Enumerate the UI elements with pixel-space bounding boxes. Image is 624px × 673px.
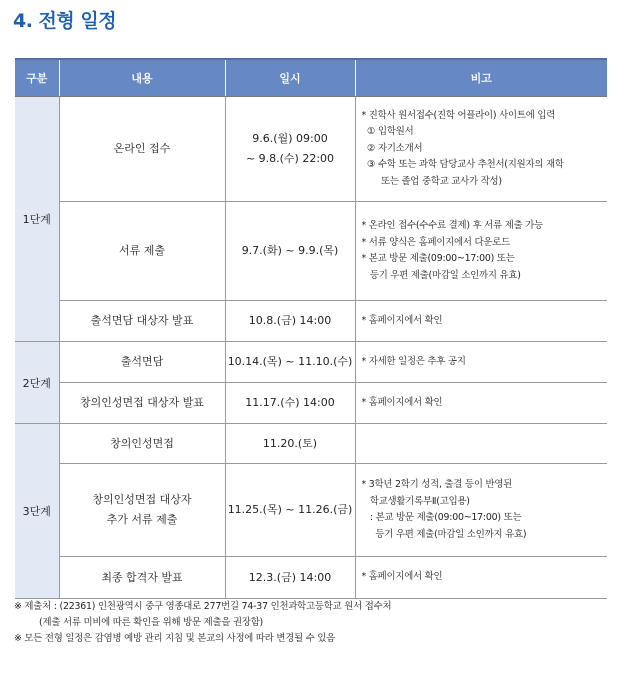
row-content bbox=[59, 301, 225, 342]
table-row bbox=[15, 424, 607, 464]
row-note bbox=[355, 424, 607, 464]
row-date bbox=[225, 424, 355, 464]
footer-note: ※ 제출처 : (22361) 인천광역시 중구 영종대로 277번길 74-37 인천과학고등학교 원서 접수처 bbox=[14, 601, 392, 612]
table-row bbox=[15, 557, 607, 599]
row-note bbox=[355, 97, 607, 202]
table-row bbox=[15, 342, 607, 383]
row-content bbox=[59, 424, 225, 464]
stage-3: 3단계 bbox=[15, 424, 59, 599]
footer-note: (제출 서류 미비에 따른 확인을 위해 방문 제출을 권장함) bbox=[14, 617, 264, 628]
row-note-line: * 홈페이지에서 확인 bbox=[361, 571, 443, 583]
table-row bbox=[15, 202, 607, 301]
row-content bbox=[59, 97, 225, 202]
row-content-line: 출석면담 대상자 발표 bbox=[90, 314, 194, 327]
row-note-line: 학교생활기록부Ⅱ(고입용) bbox=[361, 495, 470, 507]
table-row bbox=[15, 97, 607, 202]
row-date bbox=[225, 464, 355, 557]
row-note-line: * 홈페이지에서 확인 bbox=[361, 314, 443, 326]
row-note-line: * 홈페이지에서 확인 bbox=[361, 396, 443, 408]
row-note-line: 또는 졸업 중학교 교사가 작성) bbox=[361, 175, 502, 187]
row-date-line: 9.7.(화) ~ 9.9.(목) bbox=[241, 244, 339, 257]
row-note-line: 등기 우편 제출(마감일 소인까지 유효) bbox=[361, 528, 527, 540]
row-content-line: 창의인성면접 bbox=[110, 436, 174, 450]
row-note-line: * 온라인 접수(수수료 결제) 후 서류 제출 가능 bbox=[361, 220, 543, 231]
row-date bbox=[225, 383, 355, 424]
row-note-line: ② 자기소개서 bbox=[361, 142, 423, 154]
header-remarks: 비고 bbox=[355, 59, 607, 97]
row-date bbox=[225, 557, 355, 599]
row-date-line: 10.8.(금) 14:00 bbox=[248, 314, 332, 327]
table-row bbox=[15, 301, 607, 342]
row-date-line: 11.25.(목) ~ 11.26.(금) bbox=[227, 503, 353, 516]
row-note bbox=[355, 202, 607, 301]
row-note-line: * 진학사 원서접수(진학 어플라이) 사이트에 입력 bbox=[361, 109, 556, 121]
row-date-line: 9.6.(월) 09:00 bbox=[252, 132, 328, 145]
row-note-line: * 본교 방문 제출(09:00~17:00) 또는 bbox=[361, 253, 515, 264]
row-content bbox=[59, 557, 225, 599]
header-category: 구분 bbox=[15, 59, 59, 97]
row-date bbox=[225, 301, 355, 342]
row-content-line: 추가 서류 제출 bbox=[106, 513, 178, 526]
row-content bbox=[59, 383, 225, 424]
row-note bbox=[355, 342, 607, 383]
row-note bbox=[355, 383, 607, 424]
row-note-line: ① 입학원서 bbox=[361, 126, 414, 138]
table-row bbox=[15, 383, 607, 424]
row-content-line: 창의인성면접 대상자 발표 bbox=[80, 396, 204, 409]
row-note bbox=[355, 464, 607, 557]
row-content-line: 최종 합격자 발표 bbox=[101, 570, 183, 584]
row-content-line: 서류 제출 bbox=[118, 244, 165, 257]
row-note-line: 등기 우편 제출(마감일 소인까지 유효) bbox=[361, 269, 521, 281]
row-content bbox=[59, 464, 225, 557]
footer-notes bbox=[14, 599, 391, 647]
row-note bbox=[355, 301, 607, 342]
row-date bbox=[225, 342, 355, 383]
table-row bbox=[15, 464, 607, 557]
row-date-line: ~ 9.8.(수) 22:00 bbox=[245, 152, 335, 165]
row-note-line: * 서류 양식은 홈페이지에서 다운로드 bbox=[361, 236, 510, 248]
row-content bbox=[59, 342, 225, 383]
stage-1: 1단계 bbox=[15, 97, 59, 342]
schedule-table bbox=[15, 58, 607, 599]
row-note-line: : 본교 방문 제출(09:00~17:00) 또는 bbox=[361, 512, 522, 523]
row-date-line: 10.14.(목) ~ 11.10.(수) bbox=[227, 355, 353, 368]
row-content bbox=[59, 202, 225, 301]
row-date bbox=[225, 97, 355, 202]
row-date-line: 11.17.(수) 14:00 bbox=[245, 396, 335, 409]
row-date-line: 11.20.(토) bbox=[262, 436, 318, 450]
row-content-line: 창의인성면접 대상자 bbox=[92, 493, 192, 506]
stage-2: 2단계 bbox=[15, 342, 59, 424]
row-date bbox=[225, 202, 355, 301]
row-content-line: 온라인 접수 bbox=[113, 142, 171, 155]
row-note-line: * 3학년 2학기 성적, 출결 등이 반영된 bbox=[361, 479, 513, 490]
header-content: 내용 bbox=[59, 59, 225, 97]
row-date-line: 12.3.(금) 14:00 bbox=[248, 570, 332, 584]
table-header-row bbox=[15, 59, 607, 97]
row-content-line: 출석면담 bbox=[120, 355, 164, 368]
header-datetime: 일시 bbox=[225, 59, 355, 97]
section-title: 4. 전형 일정 bbox=[13, 10, 117, 32]
row-note-line: ③ 수학 또는 과학 담당교사 추천서(지원자의 재학 bbox=[361, 159, 564, 171]
footer-note: ※ 모든 전형 일정은 감염병 예방 관리 지침 및 본교의 사정에 따라 변경될 수 있음 bbox=[14, 633, 336, 644]
row-note bbox=[355, 557, 607, 599]
row-note-line: * 자세한 일정은 추후 공지 bbox=[361, 355, 466, 367]
